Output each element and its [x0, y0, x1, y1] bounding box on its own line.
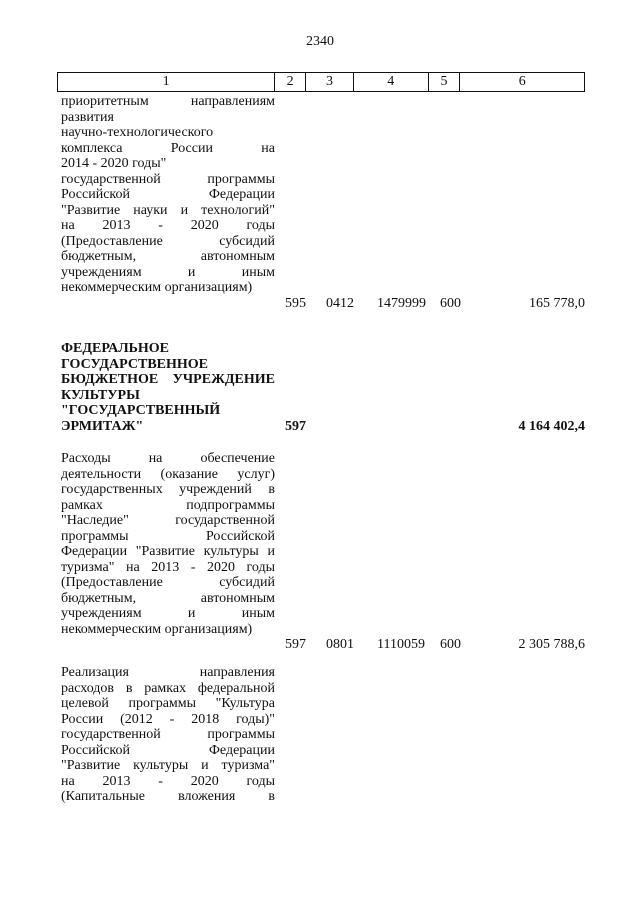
description-line: на 2013 - 2020 годы [61, 773, 275, 789]
description-line: бюджетным, автономным [61, 249, 275, 264]
page-number: 2340 [306, 34, 334, 49]
description-line: научно-технологического [61, 125, 214, 140]
description-line: бюджетным, автономным [61, 590, 275, 606]
description-line: Российской Федерации [61, 187, 275, 202]
description-line: программы Российской [61, 528, 275, 544]
cell-vr: 600 [440, 296, 461, 311]
cell-vr: 600 [440, 637, 461, 652]
cell-sum: 165 778,0 [529, 296, 585, 311]
cell-gl: 597 [285, 637, 306, 652]
cell-sum: 2 305 788,6 [518, 637, 585, 652]
description-line: развития [61, 109, 114, 125]
row-description [61, 451, 275, 637]
description-line: Российской Федерации [61, 742, 275, 758]
description-line: Реализация направления [61, 665, 275, 680]
description-line: "Развитие науки и технологий" [61, 202, 275, 218]
description-line: "Развитие культуры и туризма" [61, 758, 275, 773]
row-description [61, 94, 275, 296]
description-line: на 2013 - 2020 годы [61, 218, 275, 233]
column-number-6: 6 [518, 74, 526, 89]
description-line: Расходы на обеспечение [61, 451, 275, 466]
column-number-4: 4 [354, 73, 429, 91]
description-line: "ГОСУДАРСТВЕННЫЙ [61, 403, 221, 418]
cell-gl: 595 [285, 296, 306, 311]
description-line: приоритетным направлениям [61, 94, 275, 109]
description-line: России (2012 - 2018 годы)" [61, 711, 275, 727]
description-line: КУЛЬТУРЫ [61, 387, 140, 403]
description-line: туризма" на 2013 - 2020 годы [61, 559, 275, 575]
table-column-number-row [57, 72, 585, 92]
description-line: 2014 - 2020 годы" [61, 156, 167, 171]
description-line: ЭРМИТАЖ" [61, 418, 144, 434]
description-line: БЮДЖЕТНОЕ УЧРЕЖДЕНИЕ [61, 372, 275, 387]
description-line: комплекса России на [61, 140, 275, 156]
cell-rz: 0801 [326, 637, 354, 652]
cell-rz: 0412 [326, 296, 354, 311]
description-line: (Предоставление субсидий [61, 575, 275, 590]
description-line: государственной программы [61, 171, 275, 187]
cell-gl: 597 [285, 419, 306, 434]
column-number-1: 1 [58, 73, 275, 91]
description-line: (Предоставление субсидий [61, 233, 275, 249]
column-number-2: 2 [275, 73, 306, 91]
description-line: учреждениям и иным [61, 606, 275, 621]
cell-cs: 1110059 [377, 637, 425, 652]
description-line: некоммерческим организациям) [61, 621, 253, 637]
description-line: "Наследие" государственной [61, 513, 275, 528]
cell-cs: 1479999 [377, 296, 426, 311]
row-description [61, 665, 275, 805]
description-line: Федерации "Развитие культуры и [61, 544, 275, 559]
description-line: ФЕДЕРАЛЬНОЕ [61, 341, 170, 356]
description-line: учреждениям и иным [61, 264, 275, 280]
cell-sum: 4 164 402,4 [518, 419, 585, 434]
column-number-5: 5 [429, 73, 461, 91]
description-line: целевой программы "Культура [61, 696, 275, 711]
row-description [61, 341, 275, 434]
column-number-3: 3 [306, 73, 354, 91]
description-line: некоммерческим организациям) [61, 280, 253, 295]
description-line: государственной программы [61, 727, 275, 742]
description-line: рамках подпрограммы [61, 497, 275, 513]
description-line: ГОСУДАРСТВЕННОЕ [61, 356, 208, 372]
description-line: государственных учреждений в [61, 482, 275, 497]
description-line: деятельности (оказание услуг) [61, 466, 275, 482]
description-line: расходов в рамках федеральной [61, 680, 275, 696]
description-line: (Капитальные вложения в [61, 789, 275, 804]
